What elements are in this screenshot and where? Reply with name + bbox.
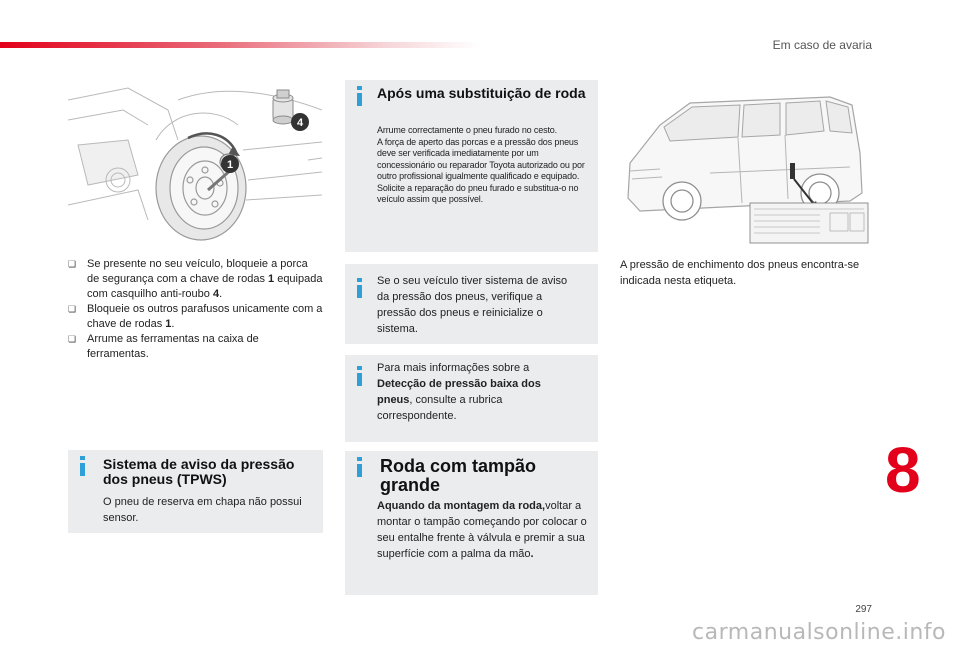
callout-4: 4	[296, 117, 304, 129]
hubcap-text: Aquando da montagem da roda,voltar a montar o tampão começando por colocar o seu entalhe frente à válvula e premir a sua superfície com a palma da mão.	[377, 500, 587, 560]
more-info-link: Detecção de pressão baixa dos pneus	[377, 378, 541, 406]
more-info-box	[345, 355, 598, 442]
bullet-icon: ❏	[68, 334, 77, 344]
after-replacement-box	[345, 80, 598, 252]
bullet-icon: ❏	[68, 304, 77, 314]
info-icon	[80, 456, 85, 476]
after-replacement-line: Solicite a reparação do pneu furado e substitua-o no veículo assim que possível.	[377, 182, 579, 204]
info-icon	[357, 457, 362, 477]
chapter-number: 8	[885, 434, 921, 506]
info-icon	[357, 366, 362, 386]
after-replacement-title: Após uma substituição de roda	[377, 85, 586, 101]
more-info-text: Para mais informações sobre a Detecção de pressão baixa dos pneus, consulte a rubrica correspondente.	[377, 362, 541, 422]
wheel-change-illustration	[68, 80, 322, 245]
tpms-check-text: Se o seu veículo tiver sistema de aviso da pressão dos pneus, verifique a pressão dos pneus e reinicialize o sistema.	[377, 275, 568, 335]
section-title: Em caso de avaria	[772, 38, 872, 52]
after-replacement-line: A força de aperto das porcas e a pressão dos pneus deve ser verificada imediatamente por um concessionário ou reparador Toyota autorizado ou por outro profissional igualmente qualificado e equipado.	[377, 136, 585, 181]
list-item: ❏ Bloqueie os outros parafusos unicamente com a chave de rodas 1.	[68, 303, 323, 330]
list-item: ❏ Se presente no seu veículo, bloqueie a porca de segurança com a chave de rodas 1 equipada com casquilho anti-roubo 4.	[68, 258, 323, 300]
tpms-title: Sistema de aviso da pressão dos pneus (TPWS)	[103, 456, 295, 487]
list-item: ❏ Arrume as ferramentas na caixa de ferramentas.	[68, 333, 259, 360]
hubcap-title: Roda com tampão grande	[380, 456, 537, 495]
van-caption: A pressão de enchimento dos pneus encontra-se indicada nesta etiqueta.	[620, 259, 860, 287]
hubcap-box	[345, 451, 598, 595]
van-label-illustration	[620, 83, 872, 248]
header-red-bar	[0, 42, 480, 48]
callout-1: 1	[226, 159, 234, 171]
info-icon	[357, 278, 362, 298]
after-replacement-line: Arrume correctamente o pneu furado no cesto.	[377, 125, 558, 135]
info-icon	[357, 86, 362, 106]
bullet-icon: ❏	[68, 259, 77, 269]
page-number: 297	[855, 604, 872, 615]
tpms-check-box	[345, 264, 598, 344]
tpms-text: O pneu de reserva em chapa não possui sensor.	[103, 496, 302, 524]
watermark: carmanualsonline.info	[692, 620, 946, 645]
tpms-info-box	[68, 450, 323, 533]
instruction-list	[68, 257, 323, 362]
